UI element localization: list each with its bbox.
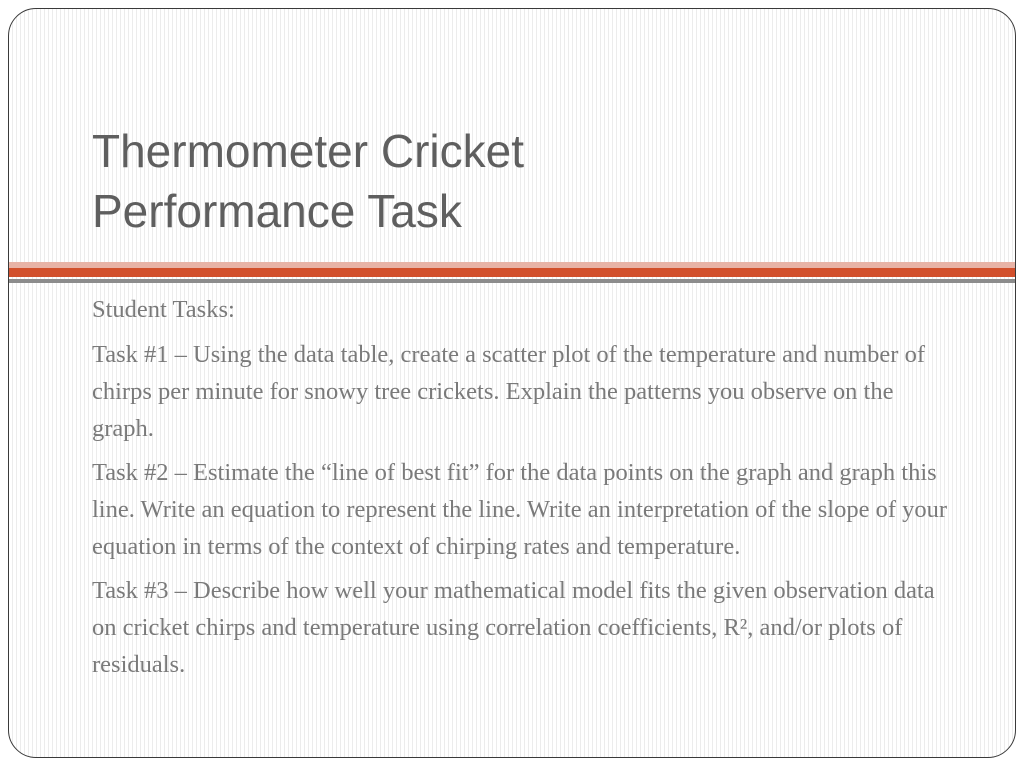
student-tasks-heading: Student Tasks:	[92, 296, 235, 323]
slide-title-line-1: Thermometer Cricket	[92, 125, 524, 177]
slide-title	[92, 121, 912, 241]
slide-body	[92, 291, 952, 690]
title-divider-gray	[9, 279, 1015, 283]
task-1-text: Task #1 – Using the data table, create a scatter plot of the temperature and number of chirps per minute for snowy tree crickets. Explain the patterns you observe on the graph.	[92, 341, 925, 442]
task-2-text: Task #2 – Estimate the “line of best fit” for the data points on the graph and graph this line. Write an equation to represent the line. Write an interpretation of the slope of your equation in terms of the context of chirping rates and temperature.	[92, 459, 948, 560]
slide-title-line-2: Performance Task	[92, 185, 462, 237]
slide	[8, 8, 1016, 758]
title-divider-orange	[9, 268, 1015, 277]
task-3-text: Task #3 – Describe how well your mathematical model fits the given observation data on cricket chirps and temperature using correlation coefficients, R², and/or plots of residuals.	[92, 577, 935, 678]
